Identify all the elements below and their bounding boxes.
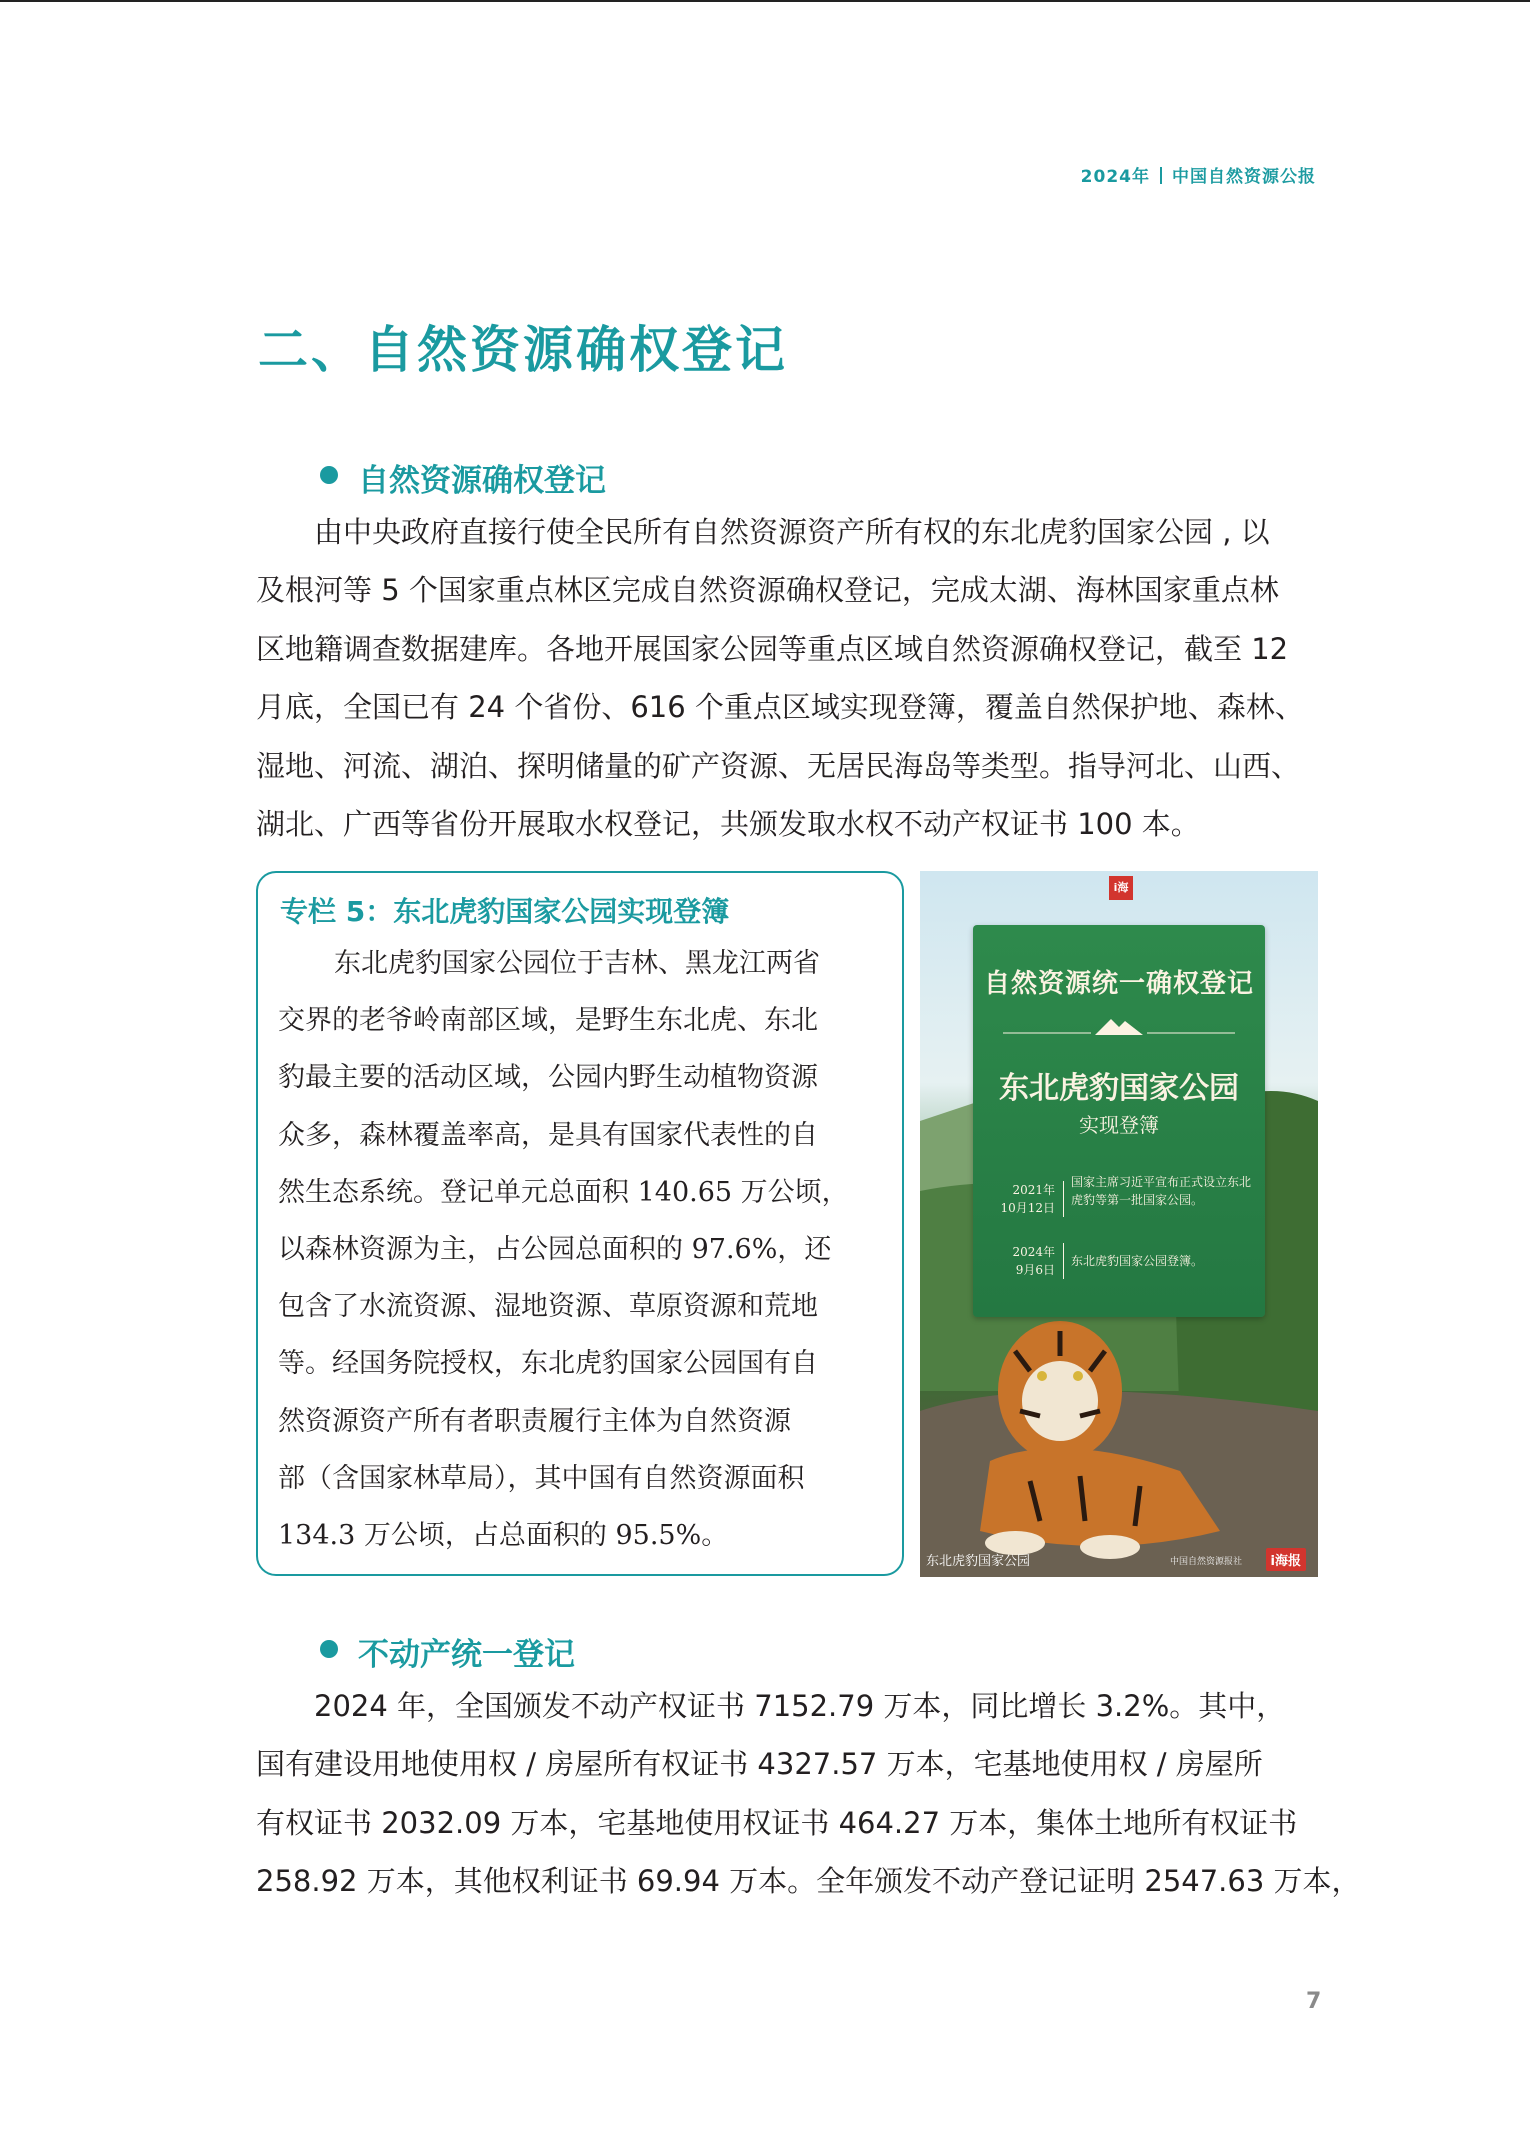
page-number: 7 bbox=[1306, 1989, 1322, 2014]
poster-logo: i海 bbox=[1109, 876, 1133, 900]
header-year: 2024年 bbox=[1080, 167, 1150, 187]
subheading-real-estate-registration: 不动产统一登记 bbox=[358, 1637, 575, 1673]
poster-event-date: 2021年 10月12日 bbox=[997, 1181, 1064, 1217]
paragraph-line: 湖北、广西等省份开展取水权登记，共颁发取水权不动产权证书 100 本。 bbox=[256, 807, 1200, 842]
mountain-icon bbox=[973, 1013, 1265, 1043]
header-publication: 中国自然资源公报 bbox=[1172, 167, 1316, 187]
poster-event-date: 2024年 9月6日 bbox=[997, 1243, 1064, 1279]
sidebar-box-title: 专栏 5：东北虎豹国家公园实现登簿 bbox=[280, 895, 730, 928]
bullet-icon bbox=[320, 466, 338, 484]
box-line: 134.3 万公顷，占总面积的 95.5%。 bbox=[278, 1520, 729, 1552]
box-line: 东北虎豹国家公园位于吉林、黑龙江两省 bbox=[334, 948, 820, 979]
subheading-confirmation-registration: 自然资源确权登记 bbox=[358, 463, 606, 499]
box-line: 众多，森林覆盖率高，是具有国家代表性的自 bbox=[278, 1119, 818, 1151]
paragraph-line: 2024 年，全国颁发不动产权证书 7152.79 万本，同比增长 3.2%。其中， bbox=[314, 1689, 1286, 1723]
box-line: 然生态系统。登记单元总面积 140.65 万公顷， bbox=[278, 1176, 849, 1208]
poster-card-title: 自然资源统一确权登记 bbox=[983, 969, 1254, 999]
paragraph-line: 及根河等 5 个国家重点林区完成自然资源确权登记，完成太湖、海林国家重点林 bbox=[256, 573, 1279, 608]
header-separator bbox=[1160, 167, 1162, 184]
poster-caption: 东北虎豹国家公园 bbox=[926, 1554, 1031, 1569]
paragraph-line: 有权证书 2032.09 万本，宅基地使用权证书 464.27 万本，集体土地所有权证书 bbox=[256, 1805, 1298, 1840]
box-line: 交界的老爷岭南部区域，是野生东北虎、东北 bbox=[278, 1005, 818, 1037]
box-line: 然资源资产所有者职责履行主体为自然资源 bbox=[278, 1405, 791, 1437]
box-line: 等。经国务院授权，东北虎豹国家公园国有自 bbox=[278, 1348, 818, 1380]
paragraph-line: 258.92 万本，其他权利证书 69.94 万本。全年颁发不动产登记证明 2547.63 万本， bbox=[256, 1864, 1361, 1899]
box-line: 部（含国家林草局），其中国有自然资源面积 bbox=[278, 1462, 805, 1494]
top-rule bbox=[0, 0, 1530, 2]
paragraph-confirmation-registration bbox=[256, 503, 1320, 853]
poster-image bbox=[920, 871, 1318, 1577]
running-header bbox=[1081, 162, 1316, 187]
paragraph-line: 湿地、河流、湖泊、探明储量的矿产资源、无居民海岛等类型。指导河北、山西、 bbox=[256, 748, 1301, 783]
box-line: 包含了水流资源、湿地资源、草原资源和荒地 bbox=[278, 1291, 818, 1323]
box-line: 以森林资源为主，占公园总面积的 97.6%，还 bbox=[278, 1234, 832, 1266]
paragraph-line: 月底，全国已有 24 个省份、616 个重点区域实现登簿，覆盖自然保护地、森林、 bbox=[256, 690, 1304, 725]
poster-event-text: 东北虎豹国家公园登簿。 bbox=[1071, 1254, 1204, 1268]
poster-event bbox=[997, 1173, 1253, 1227]
section-title: 二、自然资源确权登记 bbox=[258, 321, 788, 379]
paragraph-line: 由中央政府直接行使全民所有自然资源资产所有权的东北虎豹国家公园 , 以 bbox=[314, 515, 1270, 549]
paragraph-line: 区地籍调查数据建库。各地开展国家公园等重点区域自然资源确权登记，截至 12 bbox=[256, 631, 1289, 666]
poster-credit: 中国自然资源报社 bbox=[1170, 1557, 1243, 1567]
poster-card-subtitle: 实现登簿 bbox=[1079, 1113, 1159, 1137]
poster-card bbox=[973, 925, 1265, 1317]
poster-event bbox=[997, 1243, 1253, 1283]
paragraph-line: 国有建设用地使用权 / 房屋所有权证书 4327.57 万本，宅基地使用权 / 房屋所 bbox=[256, 1747, 1263, 1782]
box-line: 豹最主要的活动区域，公园内野生动植物资源 bbox=[278, 1062, 818, 1094]
poster-event-text: 国家主席习近平宣布正式设立东北虎豹等第一批国家公园。 bbox=[1071, 1175, 1252, 1207]
poster-brand-logo: i海报 bbox=[1266, 1548, 1306, 1571]
poster-card-name: 东北虎豹国家公园 bbox=[999, 1071, 1239, 1106]
bullet-icon bbox=[320, 1640, 338, 1658]
sidebar-box-body bbox=[278, 935, 888, 1564]
paragraph-real-estate-registration bbox=[256, 1677, 1361, 1911]
